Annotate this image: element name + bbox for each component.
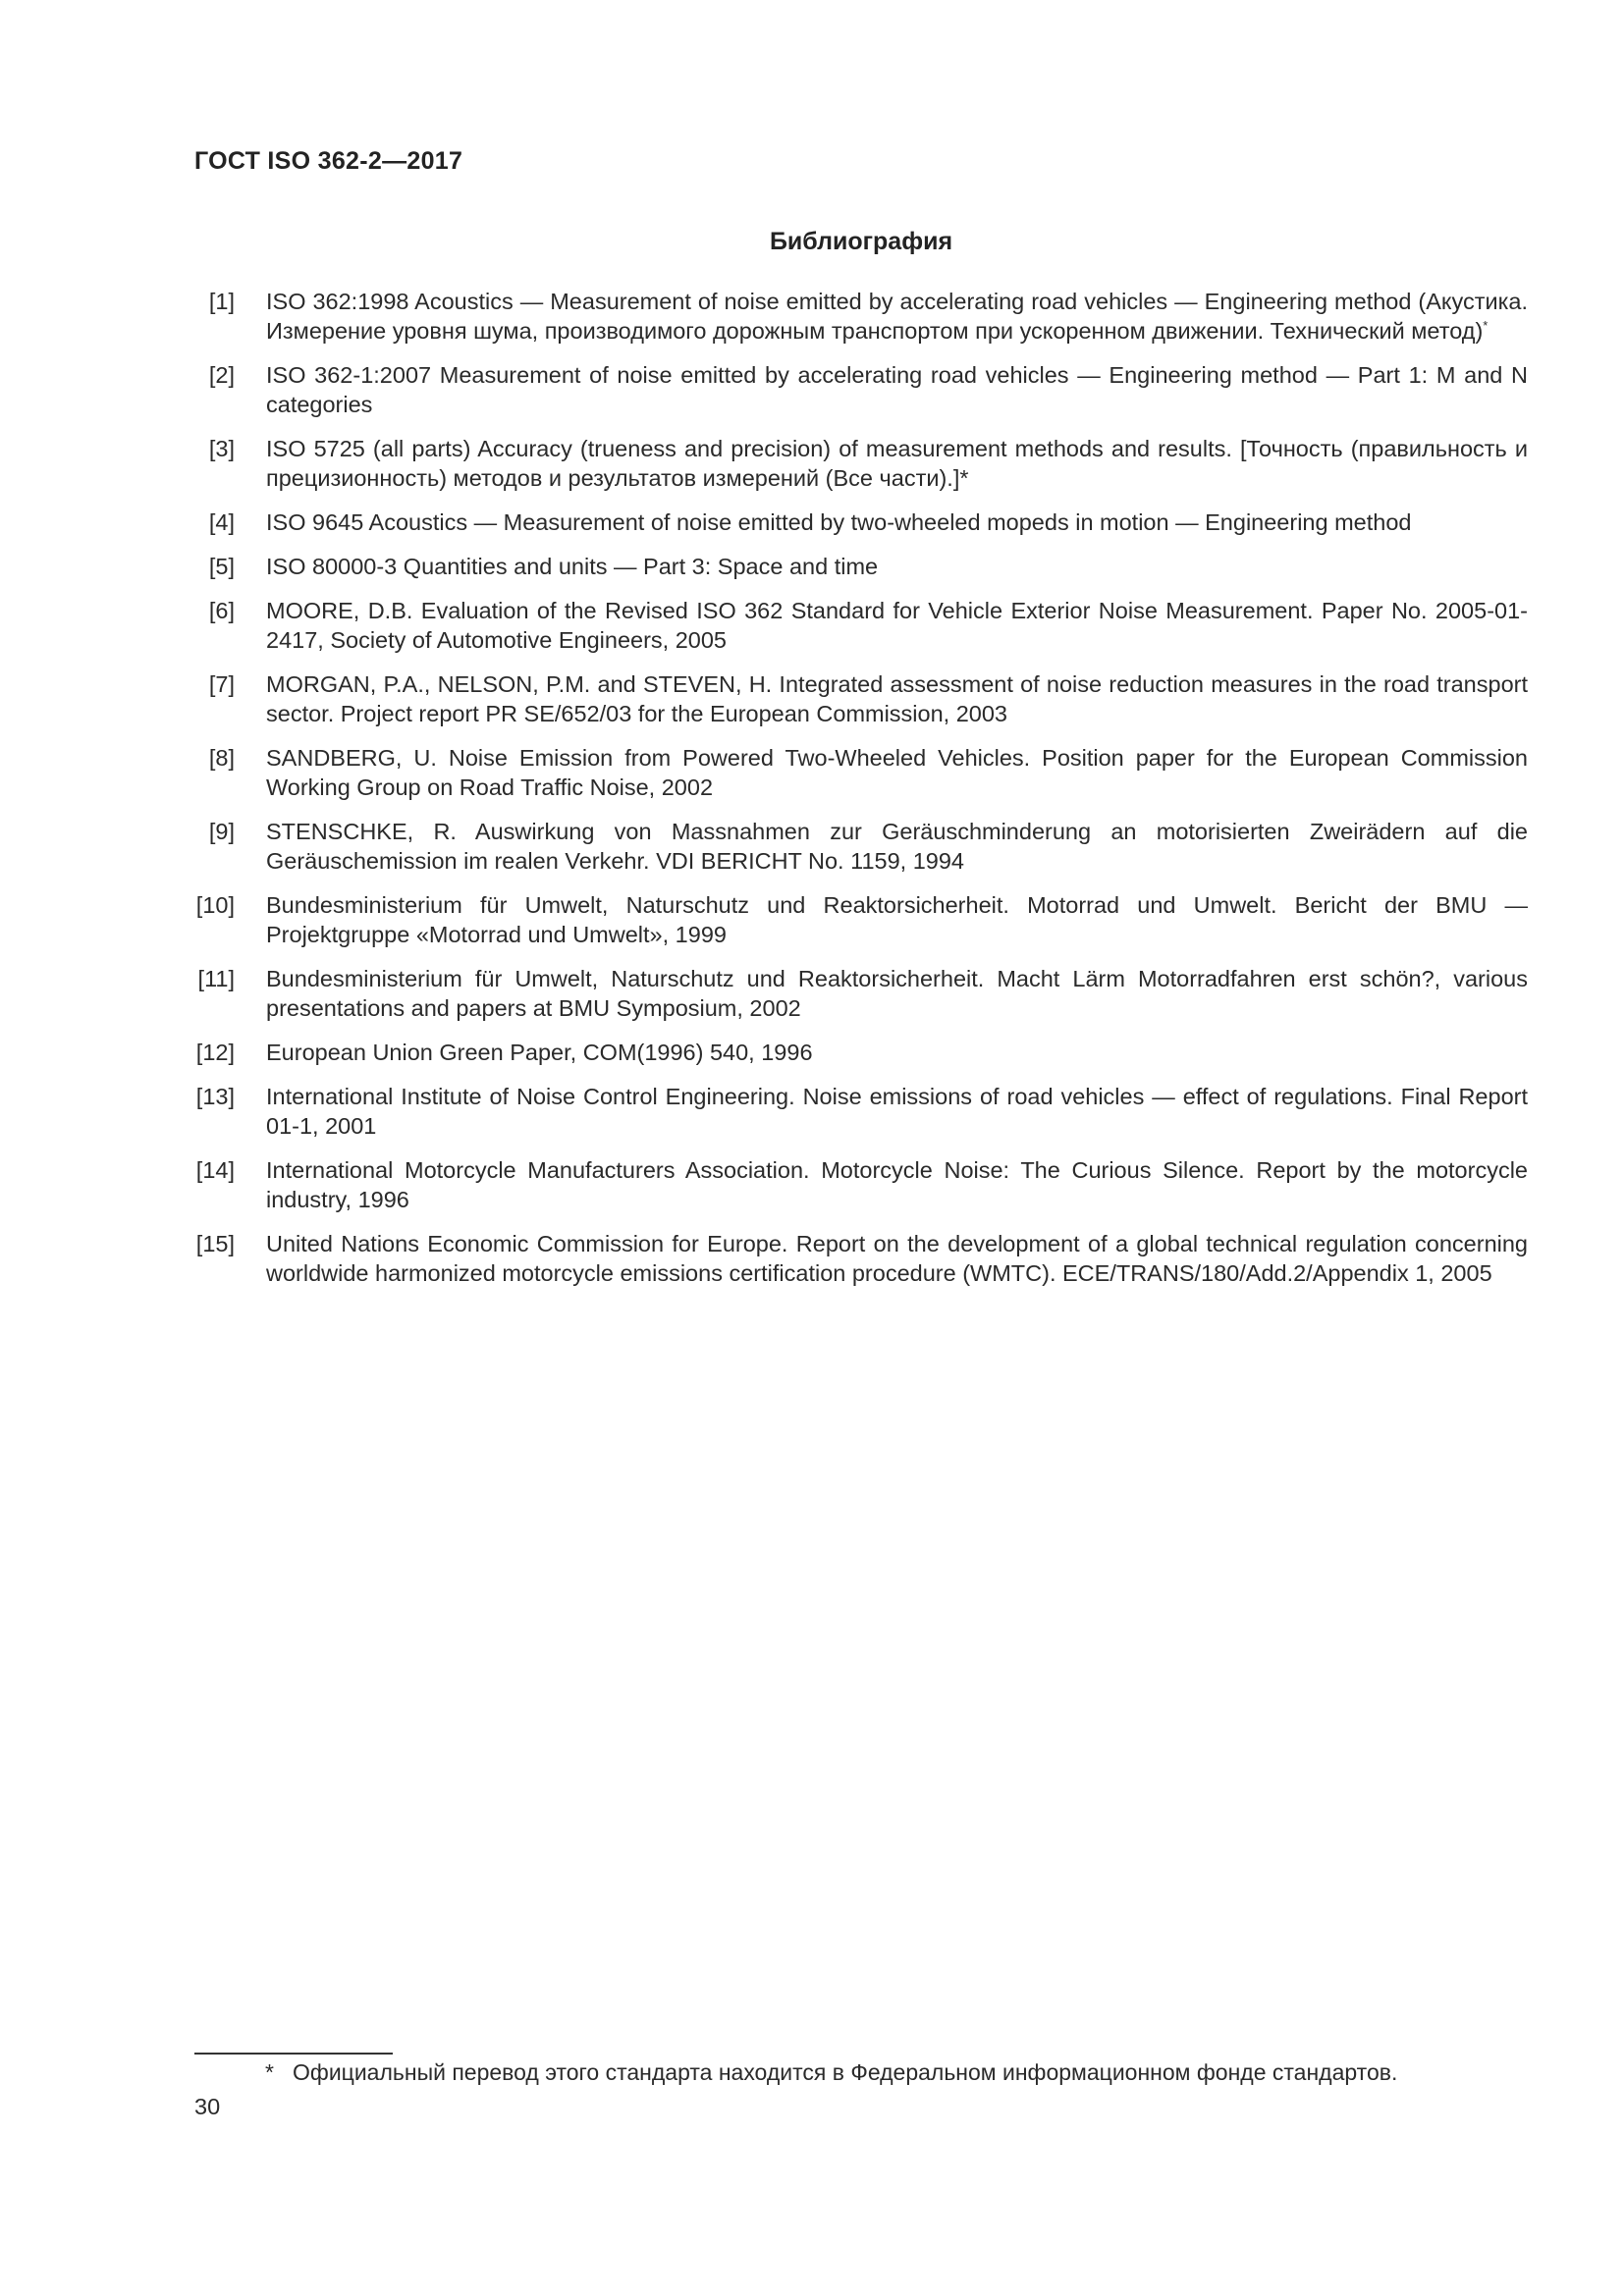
reference-text: MOORE, D.B. Evaluation of the Revised ISO 362 Standard for Vehicle Exterior Noise Measurement. Paper No. 2005-01-2417, Society of Automotive Engineers, 2005 <box>266 598 1528 653</box>
reference-item <box>187 1038 1528 1067</box>
reference-number: [4] <box>208 509 235 535</box>
reference-item <box>187 817 1528 876</box>
reference-text: United Nations Economic Commission for Europe. Report on the development of a global technical regulation concerning worldwide harmonized motorcycle emissions certification procedure (WMTC). ECE/TRANS/180/Add.2/Appendix 1, 2005 <box>266 1231 1528 1286</box>
reference-item <box>187 964 1528 1023</box>
footnote <box>265 2057 1397 2087</box>
reference-text: ISO 5725 (all parts) Accuracy (trueness and precision) of measurement methods and results. [Точность (правильность и прецизионность) методов и результатов измерений (Все части).]* <box>266 436 1528 491</box>
reference-number: [11] <box>197 966 235 991</box>
reference-item <box>187 669 1528 728</box>
reference-item <box>187 890 1528 949</box>
reference-number: [7] <box>208 671 235 697</box>
reference-number: [5] <box>208 554 235 579</box>
footnote-divider <box>194 2053 393 2055</box>
reference-number: [12] <box>195 1040 235 1065</box>
reference-text: STENSCHKE, R. Auswirkung von Massnahmen zur Geräuschminderung an motorisierten Zweirädern auf die Geräuschemission im realen Verkehr. VDI BERICHT No. 1159, 1994 <box>266 819 1528 874</box>
reference-number: [3] <box>208 436 235 461</box>
reference-number: [1] <box>208 289 235 314</box>
reference-number: [10] <box>195 892 235 918</box>
footnote-mark: * <box>265 2059 274 2085</box>
page-number: 30 <box>194 2094 221 2119</box>
footnote-marker: * <box>1483 318 1489 334</box>
section-title: Библиография <box>769 228 953 255</box>
reference-number: [6] <box>208 598 235 623</box>
reference-text: International Motorcycle Manufacturers Association. Motorcycle Noise: The Curious Silence. Report by the motorcycle industry, 1996 <box>266 1157 1528 1212</box>
reference-text: MORGAN, P.A., NELSON, P.M. and STEVEN, H. Integrated assessment of noise reduction measures in the road transport sector. Project report PR SE/652/03 for the European Commission, 2003 <box>266 671 1528 726</box>
reference-item <box>187 287 1528 346</box>
reference-text: ISO 9645 Acoustics — Measurement of noise emitted by two-wheeled mopeds in motion — Engineering method <box>266 509 1412 535</box>
bibliography-list <box>187 287 1528 1303</box>
reference-number: [8] <box>208 745 235 771</box>
reference-text: ISO 80000-3 Quantities and units — Part 3: Space and time <box>266 554 879 579</box>
reference-item <box>187 596 1528 655</box>
reference-text: International Institute of Noise Control Engineering. Noise emissions of road vehicles — effect of regulations. Final Report 01-1, 2001 <box>266 1084 1528 1139</box>
reference-item <box>187 360 1528 419</box>
footnote-text: Официальный перевод этого стандарта находится в Федеральном информационном фонде стандартов. <box>293 2059 1398 2085</box>
reference-text: ISO 362-1:2007 Measurement of noise emitted by accelerating road vehicles — Engineering method — Part 1: M and N categories <box>266 362 1528 417</box>
reference-text: ISO 362:1998 Acoustics — Measurement of noise emitted by accelerating road vehicles — Engineering method (Акустика. Измерение уровня шума, производимого дорожным транспортом при ускоренном движении. Технический метод)* <box>266 289 1528 344</box>
document-code: ГОСТ ISO 362-2—2017 <box>194 147 463 175</box>
reference-item <box>187 1229 1528 1288</box>
reference-text: SANDBERG, U. Noise Emission from Powered Two-Wheeled Vehicles. Position paper for the European Commission Working Group on Road Traffic Noise, 2002 <box>266 745 1528 800</box>
reference-text: European Union Green Paper, COM(1996) 540, 1996 <box>266 1040 813 1065</box>
reference-text: Bundesministerium für Umwelt, Naturschutz und Reaktorsicherheit. Motorrad und Umwelt. Bericht der BMU — Projektgruppe «Motorrad und Umwelt», 1999 <box>266 892 1528 947</box>
reference-text: Bundesministerium für Umwelt, Naturschutz und Reaktorsicherheit. Macht Lärm Motorradfahren erst schön?, various presentations and papers at BMU Symposium, 2002 <box>266 966 1528 1021</box>
reference-number: [9] <box>208 819 235 844</box>
reference-number: [15] <box>195 1231 235 1256</box>
reference-item <box>187 743 1528 802</box>
reference-item <box>187 507 1528 537</box>
reference-number: [13] <box>195 1084 235 1109</box>
reference-item <box>187 1082 1528 1141</box>
reference-item <box>187 1155 1528 1214</box>
reference-number: [14] <box>195 1157 235 1183</box>
reference-item <box>187 552 1528 581</box>
reference-number: [2] <box>208 362 235 388</box>
reference-item <box>187 434 1528 493</box>
